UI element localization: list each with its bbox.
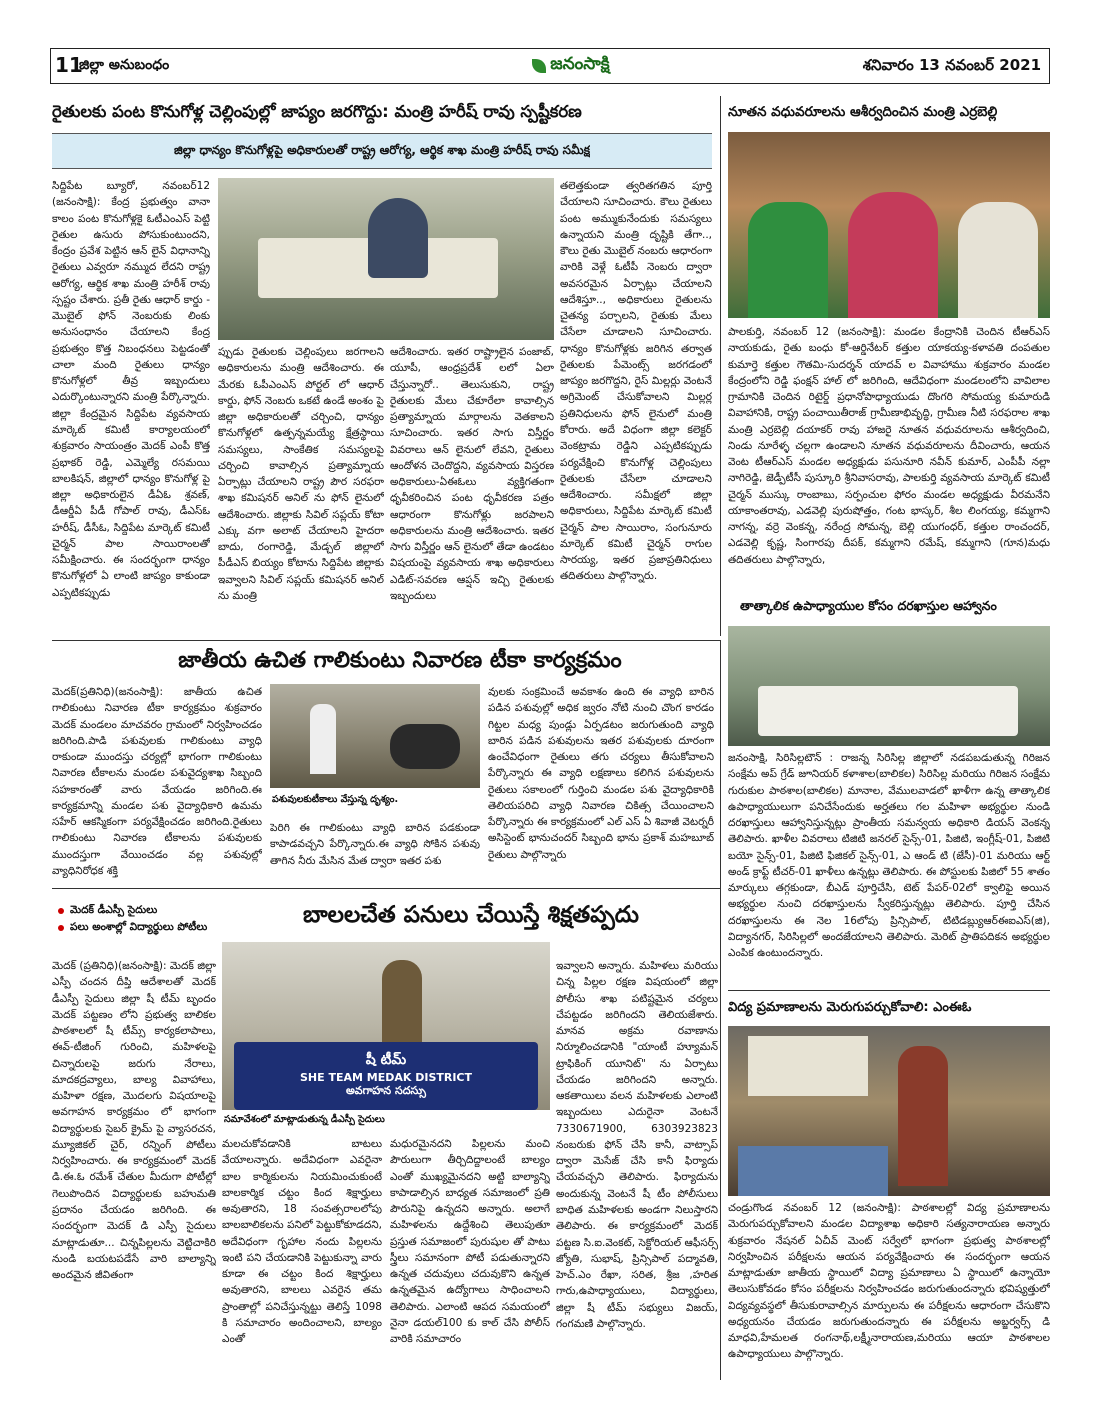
article4-photo <box>270 684 480 788</box>
article6-photo <box>728 1026 1050 1196</box>
article1-col3: ఆదేశించారు. ఇతర రాష్ట్రాలైన పంజాబ్, యూపీ, ఆంధ్రప్రదేశ్ లలో ఏలా చేస్తున్నారో.. తెలుసుకుని, రాష్ట్ర రైతులకు మేలు చేకూరేలా కావాల్సిన ప్రత్యామ్నాయ మార్గాలను వెతకాలని సూచించారు. ఇతర సాగు విస్తీర్ణం వివరాలు ఆన్ లైనులో లేవని, రైతులు ఆందోళన చెందొద్దని, వ్యవసాయ విస్తరణ అధికారులు-ఏఈఓలు వ్యక్తిగతంగా ధృవీకరించిన పంట ధృవీకరణ పత్రం ఆధారంగా కొనుగోళ్లు జరపాలని అధికారులను మంత్రి ఆదేశించారు. ఇతర సాగు విస్తీర్ణం ఆన్ లైనులో తేడా ఉండటం విషయంపై వ్యవసాయ శాఖ అధికారులు ఎడిట్-సవరణ ఆప్షన్ ఇచ్చి రైతులకు ఇబ్బందులు <box>390 346 554 602</box>
article5-photo-caption: సమావేశంలో మాట్లాడుతున్న డీఎస్పీ సైదులు <box>224 1114 385 1125</box>
banner-title: షీ టీమ్ <box>365 1052 407 1068</box>
divider <box>52 640 720 641</box>
article1-photo <box>218 178 554 340</box>
article5-headline: బాలలచేత పనులు చేయిస్తే శిక్షతప్పదు <box>302 902 640 928</box>
page-number: 11 <box>55 53 83 77</box>
article5-col2: మలచుకోవడానికి బాటలు వేయాలన్నారు. అదేవిధంగా ఎవరైనా బాల కార్మికులను నియమించుకుంటే బాలకార్మిక చట్టం కింద శిక్షార్హులు అవుతారని, 18 సంవత్సరాలలోపు బాలబాలికలను పనిలో పెట్టుకోకూడదని, అదేవిధంగా గృహాల నందు పిల్లలను ఇంటి పని చేయడానికి పెట్టుకున్నా వారు కూడా ఈ చట్టం కింద శిక్షార్హులు అవుతారని, బాలలు ఎవరైన తమ ప్రాంతాల్లో పనిచేస్తున్నట్టు తెలిస్తే 1098 కి సమాచారం అందించాలని, బాల్యం ఎంతో <box>222 1138 382 1346</box>
banner-subtitle: SHE TEAM MEDAK DISTRICT <box>299 1071 473 1084</box>
article2-headline: నూతన వధువరూలను ఆశీర్వదించిన మంత్రి ఎర్రబెల్లి <box>728 104 998 120</box>
article2-body: పాలకుర్తి, నవంబర్ 12 (జనంసాక్షి): మండల కేంద్రానికి చెందిన టీఆర్ఎస్ నాయకుడు, రైతు బంధు కో-ఆర్డినేటర్ కత్తుల యాకయ్య-కళావతి దంపతుల కుమార్తె కత్తుల గౌతమి-సుదర్శన్ యాదవ్ ల వివాహాము శుక్రవారం మండల కేంద్రంలోని రెడ్డి ఫంక్షన్ హాల్ లో జరిగింది, ఆదేవిధంగా మండలంలోని వావిలాల గ్రామానికి చెందిన రిటైర్డ్ ప్రధానోపాధ్యాయుడు దొంగరి సోమయ్య కుమారుడి వివాహానికి, రాష్ట్ర పంచాయితీరాజ్ గ్రామీణాభివృద్ధి, గ్రామీణ నీటి సరఫరాల శాఖ మంత్రి ఎర్రబెల్లి దయాకర్ రావు హాజరై నూతన వధువరూలను ఆశీర్వదించి, నిండు నూరేళ్ళ చల్లగా ఉండాలని నూతన వధువరూలను దీవించారు, ఆయన వెంట టీఆర్ఎస్ మండల అధ్యక్షుడు పసునూరి నవీన్ కుమార్, ఎంపీపీ నల్లా నాగిరెడ్డి, జెడ్పీటీసీ పుస్కూరి శ్రీనివాసరావు, పాలకుర్తి వ్యవసాయ మార్కెట్ కమిటీ చైర్మన్ ముస్కు రాంబాబు, సర్పంచుల ఫోరం మండల అధ్యక్షుడు వీరమనేని యాకాంతరావు, ఎడవెల్లి పురుషోత్తం, గంట భాస్కర్, శీల లింగయ్య, కమ్మగాని నాగన్న, వర్రె వెంకన్న, నరేంద్ర సోమన్న, బెల్లి యుగంధర్, కత్తుల రాంచందర్, ఎడవెల్లి కృష్ణ, సింగారపు దీపక్, కమ్మగాని రమేష్, కమ్మగాని (గూన)మధు తదితరులు పాల్గొన్నారు, <box>728 326 1050 566</box>
divider <box>720 640 721 1380</box>
article5-col1: మెదక్ (ప్రతినిధి)(జనంసాక్షి): మెదక్ జిల్లా ఎస్పీ చందన దీప్తి ఆదేశాలతో మెదక్ డీఎస్పీ సైదులు జిల్లా షీ టీమ్ బృందం మెదక్ పట్టణం లోని ప్రభుత్వ బాలికల పాఠశాలలో షీ టీమ్స్ కార్యకలాపాలు, ఈవ్-టీజింగ్ గురించి, మహిళలపై చిన్నారులపై జరుగు నేరాలు, మాదకద్రవ్యాలు, బాల్య వివాహాలు, మహిళా రక్షణ, మొదలగు విషయాలపై అవగాహన కార్యక్రమం లో భాగంగా విద్యార్థులకు సైబర్ క్రైమ్ పై వ్యాసరచన, మ్యూజికల్ చైర్, రన్నింగ్ పోటీలు నిర్వహించారు. ఈ కార్యక్రమంలో మెదక్ డి.ఈ.ఓ రమేశ్ చేతుల మీదుగా పోటీల్లో గెలుపొందిన విద్యార్థులకు బహుమతి ప్రదానం చేయడం జరిగింది. ఈ సందర్భంగా మెదక్ డి ఎస్పీ సైదులు మాట్లాడుతూ... చిన్నపిల్లలను వెట్టిచాకిరి నుండి బయటపడేసే వారి బాల్యాన్ని అందమైన జీవితంగా <box>52 960 216 1282</box>
article4-col3: వులకు సంక్రమించే అవకాశం ఉంది ఈ వ్యాధి బారిన పడిన పశువుల్లో అధిక జ్వరం నోటి నుంచి చొంగ కారడం గిట్టల మధ్య పుండ్లు ఏర్పడటం జరుగుతుంది వ్యాధి బారిన పడిన పశువులను ఇతర పశువులకు దూరంగా ఉంచేవిధంగా రైతులు తగు చర్యలు తీసుకోవాలని పేర్కొన్నారు ఈ వ్యాధి లక్షణాలు కలిగిన పశువులను రైతులు సకాలంలో గుర్తించి మండల పశు వైద్యాధికారికి తెలియపరిచి వ్యాధి నివారణ చికిత్స చేయించాలని పేర్కొన్నారు ఈ కార్యక్రమంలో ఎల్ ఎస్ ఏ శివాజీ వెటర్నరీ అసిస్టెంట్ భానుచందర్ సిబ్బంది భాను ప్రకాశ్ మహబూబ్ రైతులు పాల్గొన్నారు <box>488 686 714 861</box>
article1-headline: రైతులకు పంట కొనుగోళ్ల చెల్లింపుల్లో జాప్యం జరగొద్దు: మంత్రి హరీష్ రావు స్పష్టీకరణ <box>52 102 582 121</box>
newspaper-logo <box>501 52 641 80</box>
divider <box>728 990 1050 991</box>
article1-col4: తలెత్తకుండా త్వరితగతిన పూర్తి చేయాలని సూచించారు. కౌలు రైతులు పంట అమ్ముకునేందుకు సమస్యలు ఉన్నాయని మంత్రి దృష్టికి తేగా.., కౌలు రైతు మొబైల్ నంబరు ఆధారంగా వారికి వెళ్లే ఓటీపీ నెంబరు ద్వారా అవసరమైన ఏర్పాట్లు చేయాలని ఆదేశిస్తూ.., అధికారులు రైతులను చైతన్య పర్చాలని, రైతుకు మేలు చేసేలా చూడాలని సూచించారు. ధాన్యం కొనుగోళ్లకు జరిగిన తర్వాత రైతులకు పేమెంట్స్ జరగడంలో జాప్యం జరగొద్దని, రైస్ మిల్లర్లు వెంటనే అగ్రిమెంట్ చేసుకోవాలని మిల్లర్ల ప్రతినిధులను ఫోన్ లైనులో మంత్రి కోరారు. అదే విధంగా జిల్లా కలెక్టర్ వెంకట్రామ రెడ్డిని ఎప్పటికప్పుడు పర్యవేక్షించి కొనుగోళ్ల చెల్లింపులు రైతులకు చేసేలా చూడాలని ఆదేశించారు. సమీక్షలో జిల్లా అధికారులు, సిద్దిపేట మార్కెట్ కమిటీ చైర్మన్ పాల సాయిరాం, సంగునూరు మార్కెట్ కమిటీ చైర్మన్ రాగుల సారయ్య, ఇతర ప్రజాప్రతినిధులు తదితరులు పాల్గొన్నారు. <box>560 180 712 583</box>
article1-subhead: జిల్లా ధాన్యం కొనుగోళ్లపై అధికారులతో రాష్ట్ర ఆరోగ్య, ఆర్థిక శాఖ మంత్రి హరీష్ రావు సమీక్ష <box>173 142 591 157</box>
article1-col2: ప్పుడు రైతులకు చెల్లింపులు జరగాలని అధికారులను మంత్రి ఆదేశించారు. ఈ మేరకు ఓపీఎంఎస్ పోర్టల్ లో ఆధార్ కార్డు, ఫోన్ నెంబరు ఒకటే ఉండే అంశం పై జిల్లా అధికారులతో చర్చించి, ధాన్యం కొనుగోళ్లలో ఉత్పన్నమయ్యే క్షేత్రస్థాయి సమస్యలు, సాంకేతిక సమస్యలపై చర్చించి కావాల్సిన ప్రత్యామ్నాయ ఏర్పాట్లు చేయాలని రాష్ట్ర పౌర సరఫరా శాఖ కమిషనర్ అనిల్ ను ఫోన్ లైనులో ఆదేశించారు. జిల్లాకు సివిల్ సప్లయ్ కోటా ఎక్కు వగా అలాట్ చేయాలని హైదరా బాదు, రంగారెడ్డి, మేడ్చల్ జిల్లాలో పీడీఎస్ బియ్యం కోటాను సిద్దిపేట జిల్లాకు ఇవ్వాలని సివిల్ సప్లయ్ కమిషనర్ అనిల్ ను మంత్రి <box>218 346 384 602</box>
article6-headline: విద్య ప్రమాణాలను మెరుగుపర్చుకోవాలి: ఎంఈఓ <box>728 1000 972 1015</box>
article4-headline: జాతీయ ఉచిత గాలికుంటు నివారణ టీకా కార్యక్రమం <box>178 648 622 673</box>
article4-photo-caption: పశువులకుటీకాలు వేస్తున్న దృశ్యం. <box>272 794 399 805</box>
highlight-item: పలు అంశాల్లో విద్యార్థులు పోటీలు <box>56 919 216 936</box>
article3-headline: తాత్కాలిక ఉపాధ్యాయుల కోసం దరఖాస్తుల ఆహ్వానం <box>740 598 997 613</box>
article5-photo <box>222 942 550 1110</box>
divider <box>52 888 720 889</box>
article5-col3: మధురమైనదని పిల్లలను మంచి పౌరులుగా తీర్చిదిద్దాలంటే బాల్యం ఎంతో ముఖ్యమైనదని అట్టి బాల్యాన్ని కాపాడాల్సిన బాధ్యత సమాజంలో ప్రతి పౌరునిపై ఉన్నదని అన్నారు. అలాగే మహిళలను ఉద్దేశించి తెలుపుతూ ప్రస్తుత సమాజంలో పురుషుల తో పాటు స్త్రీలు సమానంగా పోటీ పడుతున్నారని ఉన్నత చదువులు చదువుకొని ఉన్నత ఉన్నతమైన ఉద్యోగాలు సాధించాలని తెలిపారు. ఎలాంటి ఆపద సమయంలో నైనా డయల్100 కు కాల్ చేసి పోలీస్ వారికి సమాచారం <box>390 1138 550 1346</box>
article1-col1: సిద్దిపేట బ్యూరో, నవంబర్12 (జనంసాక్షి): కేంద్ర ప్రభుత్వం వానా కాలం పంట కొనుగోళ్లకై ఓటీఎంఎస్ పెట్టి రైతుల ఉసురు పోసుకుంటుందని, కేంద్రం ప్రవేశ పెట్టిన ఆన్ లైన్ విధానాన్ని రైతులు ఎవ్వరూ నమ్ముద లేదని రాష్ట్ర ఆరోగ్య, ఆర్థిక శాఖ మంత్రి హరీశ్ రావు స్పష్టం చేశారు. ప్రతీ రైతు ఆధార్ కార్డు - మొబైల్ ఫోన్ నెంబరుకు లింకు అనుసంధానం చేయాలని కేంద్ర ప్రభుత్వం కొత్త నిబంధనలు పెట్టడంతో చాలా మంది రైతులు ధాన్యం కొనుగోళ్లలో తీవ్ర ఇబ్బందులు ఎదుర్కొంటున్నారని మంత్రి పేర్కొన్నారు. జిల్లా కేంద్రమైన సిద్దిపేట వ్యవసాయ మార్కెట్ కమిటీ కార్యాలయంలో శుక్రవారం సాయంత్రం మెదక్ ఎంపీ కొత్త ప్రభాకర్ రెడ్డి, ఎమ్మెల్యే రసమయి బాలకిషన్, జిల్లాలో ధాన్యం కొనుగోళ్ల పై జిల్లా అధికారులైన డీఏఓ శ్రవణ్, డీఆర్డీఏ పీడీ గోపాల్ రావు, డీఎస్ఓ హరీష్, డీసీఓ, సిద్దిపేట మార్కెట్ కమిటీ చైర్మన్ పాల సాయిరాంలతో సమీక్షించారు. ఈ సందర్భంగా ధాన్యం కొనుగోళ్లలో ఏ లాంటి జాప్యం కాకుండా ఎప్పటికప్పుడు <box>52 180 210 599</box>
banner-bottom: అవగాహన సదస్సు <box>346 1084 426 1097</box>
article4-col2: పెరిగి ఈ గాలికుంటు వ్యాధి బారిన పడకుండా కాపాడవచ్చని పేర్కొన్నారు.ఈ వ్యాధి సోకిన పశువు తాగిన నీరు మేసిన మేత ద్వారా ఇతర పశు <box>270 822 480 867</box>
page-header <box>50 48 1050 84</box>
divider <box>720 96 721 636</box>
leaf-icon <box>532 59 546 73</box>
article3-photo <box>728 626 1050 746</box>
highlight-item: మెదక్ డీఎస్పీ సైదులు <box>56 902 216 919</box>
logo-text: జనంసాక్షి <box>550 54 610 74</box>
issue-date: శనివారం 13 నవంబర్ 2021 <box>862 56 1041 74</box>
article1-subhead-box <box>52 133 712 169</box>
article3-body: జనంసాక్షి, సిరిసిల్లటౌన్ : రాజన్న సిరిసిల్ల జిల్లాలో నడపబడుతున్న గిరిజన సంక్షేమ అప్ గ్రేడ్ జూనియర్ కళాశాల(బాలికల) సిరిసిల్ల మరియు గిరిజన సంక్షేమ గురుకుల పాఠశాల(బాలికల) మానాల, వేములవాడలో ఖాళీగా ఉన్న తాత్కాలిక ఉపాధ్యాయులుగా పనిచేసేందుకు అర్హతలు గల మహిళా అభ్యర్థుల నుండి దరఖాస్తులు ఆహ్వానిస్తున్నట్లు ప్రాంతీయ సమన్వయ అధికారి డియస్ వెంకన్న తెలిపారు. ఖాళీల వివరాలు టిజిటి జనరల్ సైన్స్-01, పిజిటి, ఇంగ్లీష్-01, పిజిటి బయో సైన్స్-01, పిజిటి ఫిజికల్ సైన్స్-01, ఎ ఆండ్ టి (జేసీ)-01 మరియు ఆర్ట్ అండ్ క్రాఫ్ట్ టీచర్-01 ఖాళీలు ఉన్నట్లు తెలిపారు. ఈ పోస్టులకు పిజిలో 55 శాతం మార్కులు తగ్గకుండా, బీఎడ్ పూర్తిచేసి, టెట్ పేపర్-02లో క్వాలిఫై అయిన అభ్యర్థుల నుంచి దరఖాస్తులను స్వీకరిస్తున్నట్లు తెలిపారు. పూర్తి చేసిన దరఖాస్తులను ఈ నెల 16లోపు ప్రిన్సిపాల్, టిటిడబ్ల్యుఆర్ఈఐఎస్(జి), విద్యానగర్, సిరిసిల్లలో అందజేయాలని తెలిపారు. మెరిట్ ప్రాతిపదికన అభ్యర్థుల ఎంపిక ఉంటుందన్నారు. <box>728 752 1050 960</box>
article5-highlights <box>56 902 216 936</box>
article6-body: చండ్రుగొండ నవంబర్ 12 (జనంసాక్షి): పాఠశాలల్లో విద్య ప్రమాణాలను మెరుగుపర్చుకోవాలని మండల విద్యాశాఖ అధికారి సత్యనారాయణ అన్నారు శుక్రవారం నేషనల్ ఏచీవ్ మెంట్ సర్వేలో భాగంగా ప్రభుత్వ పాఠశాలల్లో నిర్వహించిన పరీక్షలను ఆయన పర్యవేక్షించారు ఈ సందర్భంగా ఆయన మాట్లాడుతూ జాతీయ స్థాయిలో విద్యా ప్రమాణాలు ఏ స్థాయిలో ఉన్నాయో తెలుసుకోవడం కోసం పరీక్షలను నిర్వహించడం జరుగుతుందన్నారు భవిష్యత్తులో విద్యవ్యవస్థలో తీసుకురావాల్సిన మార్పులను ఈ పరీక్షలను ఆధారంగా చేసుకొని అధ్యయనం చేయడం జరుగుతుందన్నారు ఈ పరీక్షలను అబ్జర్వర్స్ డి మాధవి,హేమలత రంగనాథ్,లక్ష్మీనారాయణ,మరియు ఆయా పాఠశాలల ఉపాధ్యాయులు పాల్గొన్నారు. <box>728 1202 1050 1361</box>
article5-col4: ఇవ్వాలని అన్నారు. మహిళలు మరియు చిన్న పిల్లల రక్షణ విషయంలో జిల్లా పోలీసు శాఖ పటిష్టమైన చర్యలు చేపట్టడం జరిగిందని తెలియజేశారు. మానవ అక్రమ రవాణాను నిర్మూలించడానికి "యాంటీ హ్యూమన్ ట్రాఫికింగ్ యూనిట్" ను ఏర్పాటు చేయడం జరిగిందని అన్నారు. ఆకతాయిలు వలన మహిళలకు ఎలాంటి ఇబ్బందులు ఎదురైనా వెంటనే 7330671900, 6303923823 నంబరుకు ఫోన్ చేసి కానీ, వాట్సాప్ ద్వారా మెసేజ్ చేసి కానీ ఫిర్యాదు చేయవచ్చని తెలిపారు. ఫిర్యాదును అందుకున్న వెంటనే షీ టీం పోలీసులు బాధిత మహిళలకు అండగా నిలుస్తారని తెలిపారు. ఈ కార్యక్రమంలో మెదక్ పట్టణ సి.ఐ.వెంకట్, సెక్టోరియల్ ఆఫీసర్స్ జ్యోతి, సుభాష్, ప్రిన్సిపాల్ పద్మావతి, హెచ్.ఎం రేఖా, సరిత, శ్రీజ ,హరిత గారు,ఉపాధ్యాయులు, విద్యార్థులు, జిల్లా షీ టీమ్ సభ్యులు విజయ్, గంగమణి పాల్గొన్నారు. <box>556 960 718 1330</box>
article2-photo <box>728 132 1050 318</box>
section-name: జిల్లా అనుబంధం <box>79 57 170 73</box>
article4-col1: మెదక్(ప్రతినిధి)(జనంసాక్షి): జాతీయ ఉచిత గాలికుంటు నివారణ టీకా కార్యక్రమం శుక్రవారం మెదక్ మండలం మాచవరం గ్రామంలో నిర్వహించడం జరిగింది.పాడి పశువులకు గాలికుంటు వ్యాధి రాకుండా ముందస్తు చర్యల్లో భాగంగా గాలికుంటు నివారణ టీకాలను మండల పశువైద్యశాఖ సిబ్బంది సహకారంతో వారు వేయడం జరిగింది.ఈ కార్యక్రమాన్ని మండల పశు వైద్యాధికారి ఉమమ సహేర్ ఆకస్మికంగా పర్యవేక్షించడం జరిగింది.రైతులు గాలికుంటు నివారణ టీకాలను పశువులకు ముందస్తుగా వేయించడం వల్ల పశువుల్లో వ్యాధినిరోధక శక్తి <box>52 686 262 877</box>
